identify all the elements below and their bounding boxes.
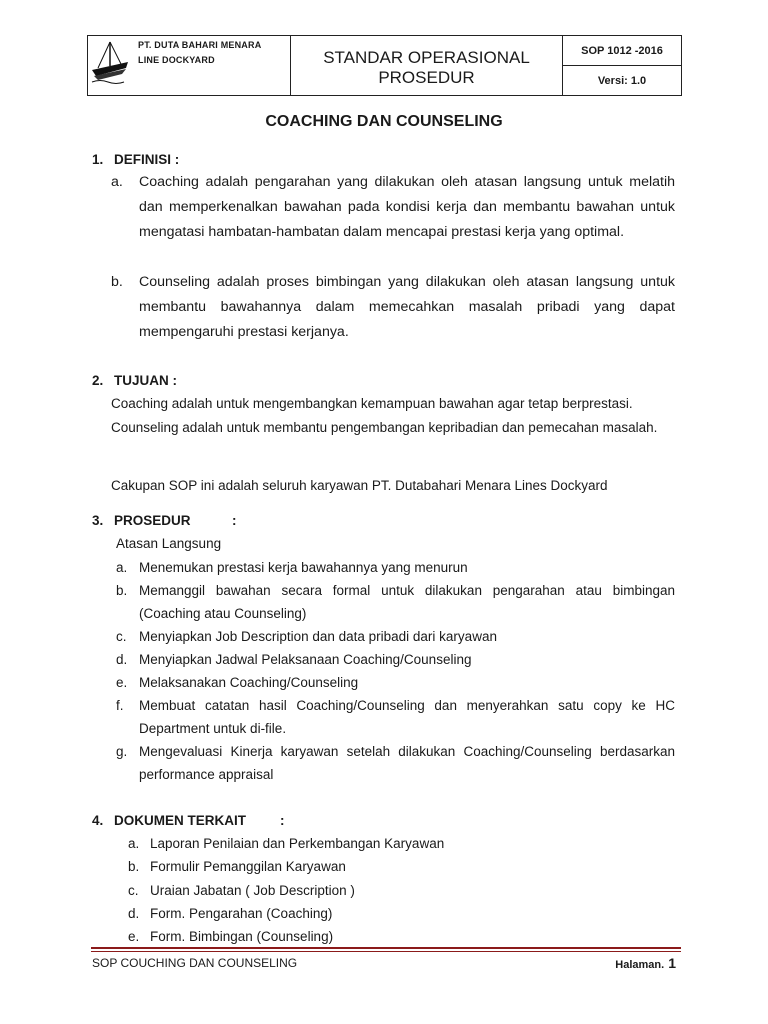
list-item	[128, 855, 675, 878]
sop-number: SOP 1012 -2016	[563, 36, 681, 66]
paragraph: Cakupan SOP ini adalah seluruh karyawan PT. Dutabahari Menara Lines Dockyard	[111, 478, 608, 493]
list-item	[111, 270, 675, 345]
list-item-text: Mengevaluasi Kinerja karyawan setelah dilakukan Coaching/Counseling berdasarkan performance appraisal	[139, 744, 675, 783]
list-item-label: e.	[128, 929, 140, 945]
list-item-text: Menemukan prestasi kerja bawahannya yang menurun	[139, 560, 468, 575]
paragraph: Atasan Langsung	[116, 536, 222, 551]
section-title: PROSEDUR	[114, 513, 191, 528]
list-item-text: Formulir Pemanggilan Karyawan	[150, 859, 346, 875]
company-line-1: PT. DUTA BAHARI MENARA	[138, 40, 262, 50]
list-item-text: Form. Pengarahan (Coaching)	[150, 905, 333, 921]
section-colon: :	[232, 513, 237, 528]
dokumen-list	[128, 832, 675, 948]
list-item-label: e.	[116, 675, 128, 690]
company-line-2: LINE DOCKYARD	[138, 55, 215, 65]
list-item-text: Uraian Jabatan ( Job Description )	[150, 882, 355, 898]
list-item	[116, 694, 675, 740]
section-definisi-heading	[92, 152, 179, 167]
list-item-label: a.	[128, 836, 140, 851]
footer-title: SOP COUCHING DAN COUNSELING	[92, 956, 298, 970]
ship-icon	[88, 36, 132, 95]
list-item-text: Laporan Penilaian dan Perkembangan Karyawan	[150, 836, 445, 851]
list-item	[116, 556, 675, 579]
list-item-text: Counseling adalah proses bimbingan yang dilakukan oleh atasan langsung untuk membantu bawahannya dalam memecahkan masalah pribadi yang dapat mempengaruhi prestasi kerjanya.	[139, 274, 675, 340]
list-item-text: Melaksanakan Coaching/Counseling	[139, 675, 359, 690]
header-title-cell	[291, 36, 563, 95]
list-item-label: d.	[128, 905, 140, 921]
list-item	[116, 648, 675, 671]
section-number: 3.	[92, 513, 104, 528]
list-item-text: Memanggil bawahan secara formal untuk dilakukan pengarahan atau bimbingan (Coaching atau Counseling)	[139, 583, 675, 622]
list-item-label: b.	[128, 859, 140, 875]
paragraph: Counseling adalah untuk membantu pengembangan kepribadian dan pemecahan masalah.	[111, 420, 658, 435]
document-title: COACHING DAN COUNSELING	[265, 113, 503, 130]
list-item-text: Menyiapkan Jadwal Pelaksanaan Coaching/Counseling	[139, 652, 472, 667]
header-title-line-2: PROSEDUR	[378, 67, 475, 87]
list-item-label: d.	[116, 652, 128, 667]
section-number: 4.	[92, 813, 104, 828]
page-number: 1	[668, 955, 676, 971]
prosedur-list	[116, 556, 675, 786]
paragraph: Coaching adalah untuk mengembangkan kemampuan bawahan agar tetap berprestasi.	[111, 396, 633, 411]
section-number: 1.	[92, 152, 104, 167]
list-item	[116, 671, 675, 694]
list-item-text: Membuat catatan hasil Coaching/Counseling dan menyerahkan satu copy ke HC Department untuk di-file.	[139, 698, 675, 737]
list-item	[128, 879, 675, 902]
section-title: TUJUAN :	[114, 373, 177, 388]
list-item	[128, 832, 675, 855]
list-item-label: a.	[111, 174, 123, 190]
list-item	[116, 740, 675, 786]
list-item	[128, 925, 675, 948]
list-item-label: a.	[116, 560, 128, 575]
page-indicator	[615, 955, 676, 971]
list-item	[111, 170, 675, 270]
list-item-label: g.	[116, 744, 128, 759]
list-item	[116, 625, 675, 648]
section-number: 2.	[92, 373, 104, 388]
section-colon: :	[280, 813, 285, 828]
list-item	[116, 579, 675, 625]
document-header	[87, 35, 682, 96]
section-prosedur-heading	[92, 513, 237, 528]
section-tujuan-heading	[92, 373, 177, 388]
company-name	[138, 38, 261, 68]
list-item-label: c.	[116, 629, 127, 644]
list-item-text: Coaching adalah pengarahan yang dilakukan oleh atasan langsung untuk melatih dan memperkenalkan bawahan pada kondisi kerja dan membantu bawahan untuk mengatasi hambatan-hambatan dalam mencapai prestasi kerja yang optimal.	[139, 174, 675, 240]
list-item-label: b.	[116, 583, 128, 598]
list-item-label: f.	[116, 698, 124, 713]
list-item-text: Menyiapkan Job Description dan data pribadi dari karyawan	[139, 629, 497, 644]
version: Versi: 1.0	[597, 74, 647, 87]
section-title: DOKUMEN TERKAIT	[114, 813, 246, 828]
header-meta-cell	[563, 36, 681, 95]
header-title-line-1: STANDAR OPERASIONAL	[323, 47, 530, 67]
company-cell	[88, 36, 291, 95]
section-title: DEFINISI :	[114, 152, 180, 167]
list-item	[128, 902, 675, 925]
list-item-label: c.	[128, 882, 139, 898]
list-item-text: Form. Bimbingan (Counseling)	[150, 929, 334, 945]
footer-divider	[91, 947, 681, 949]
list-item-label: b.	[111, 274, 123, 290]
footer-divider	[91, 951, 681, 952]
section-dokumen-heading	[92, 813, 285, 828]
page-label: Halaman.	[615, 959, 665, 971]
